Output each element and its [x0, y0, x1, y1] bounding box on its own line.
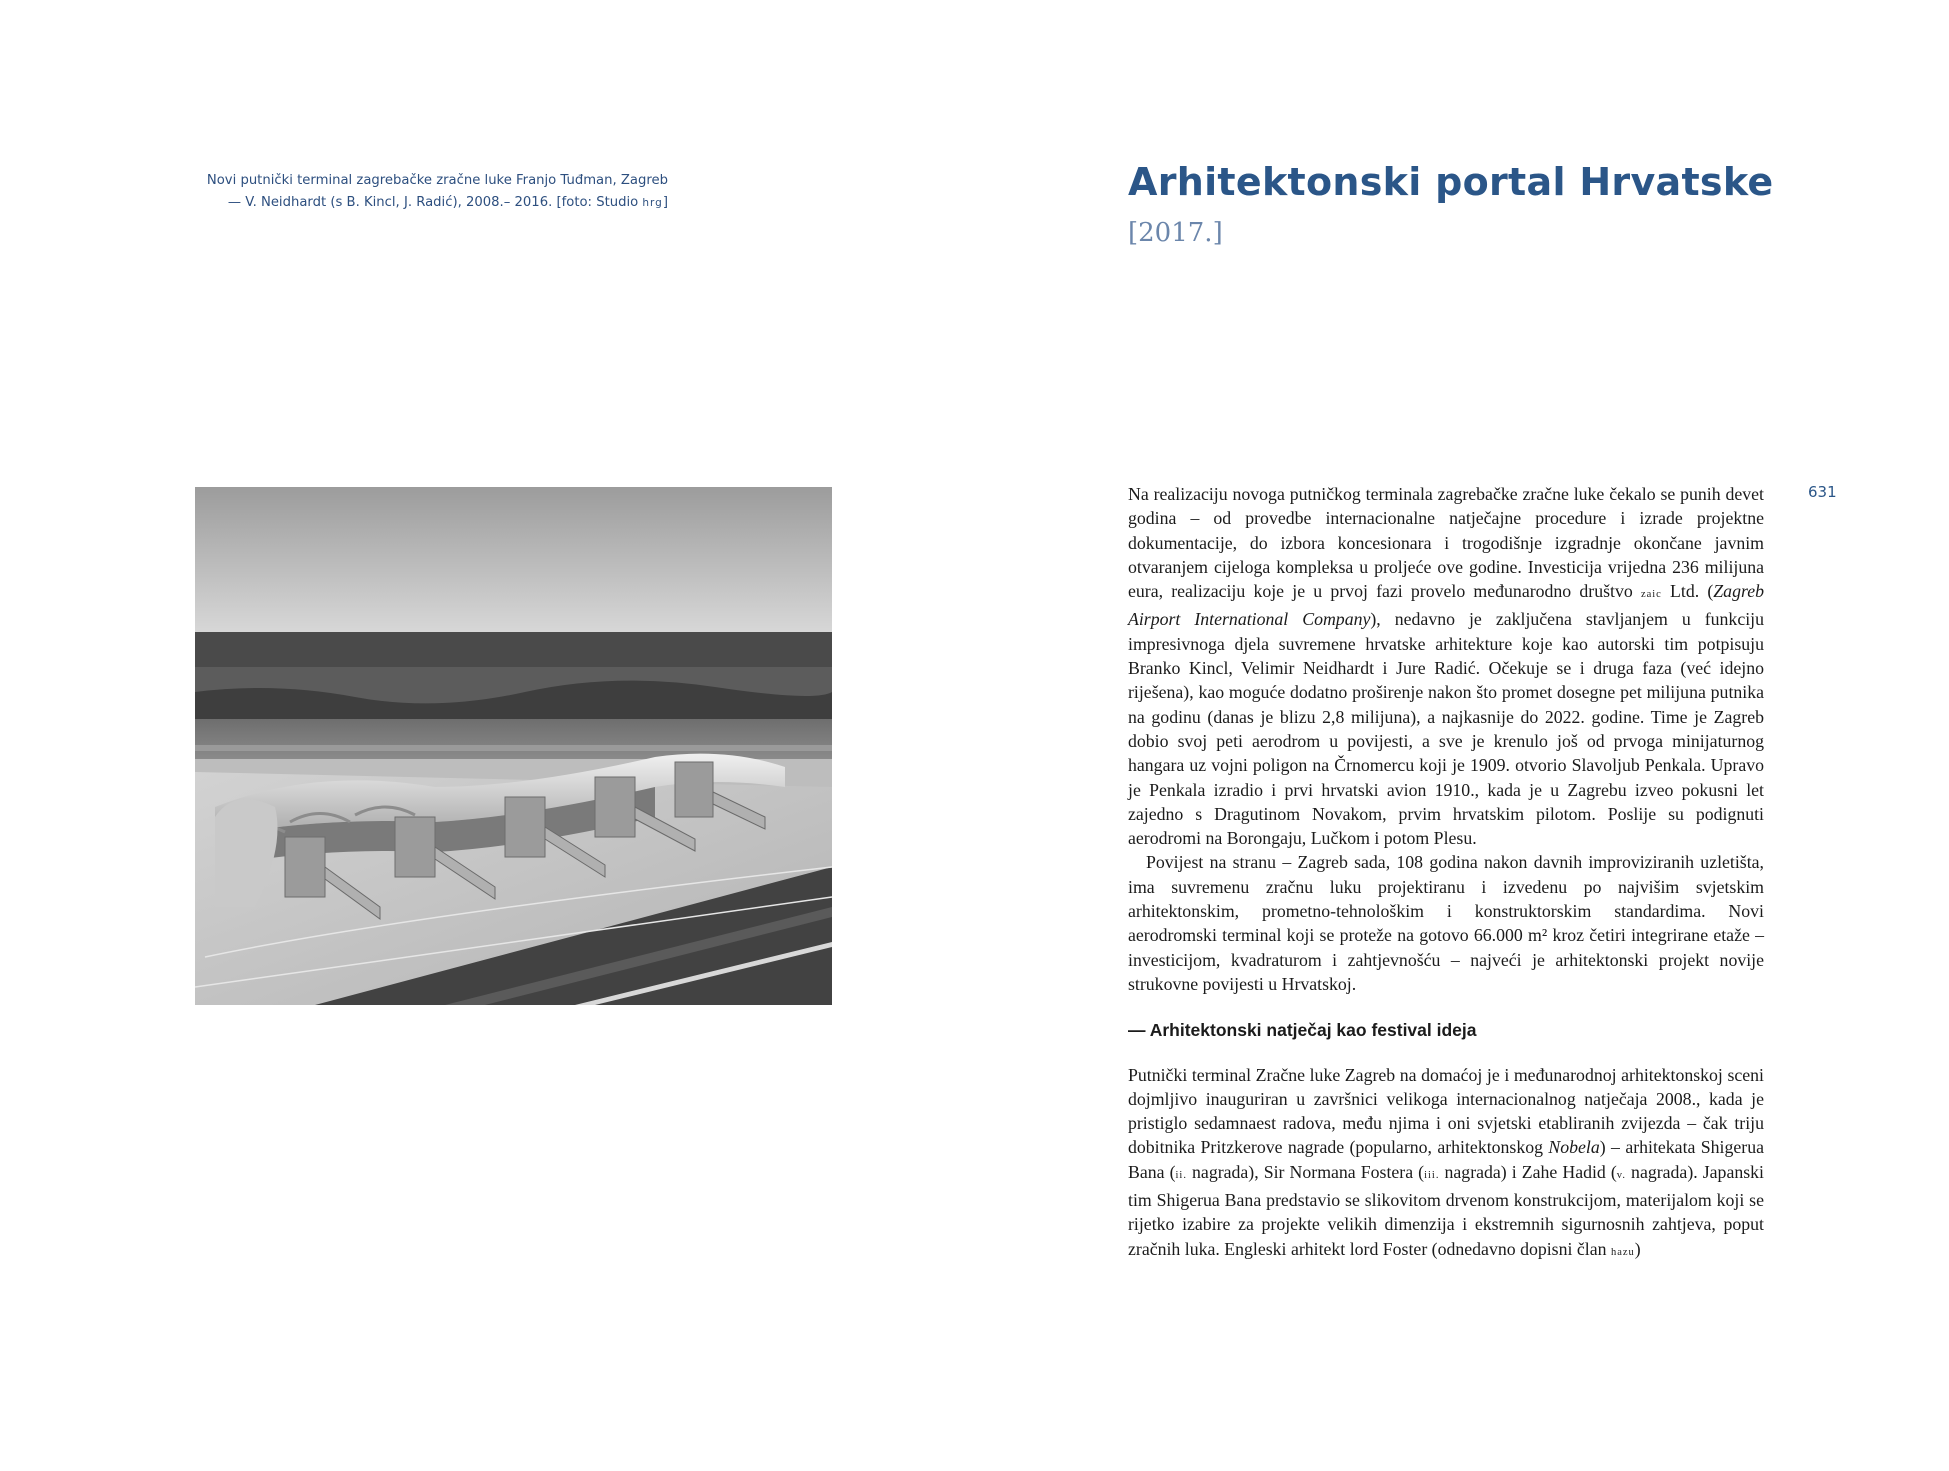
article-body	[1128, 482, 1764, 1265]
p3-text-f: )	[1634, 1238, 1641, 1259]
paragraph-1	[1128, 482, 1764, 850]
p3-text-b: ) – arhitekata Shigerua Bana (	[1128, 1137, 1764, 1182]
article-title: Arhitektonski portal Hrvatske	[1128, 160, 1774, 204]
section-subheading: — Arhitektonski natječaj kao festival ideja	[1128, 1020, 1477, 1041]
p3-award-3: iii.	[1424, 1169, 1440, 1181]
p3-text-e: nagrada). Japanski tim Shigerua Bana predstavio se slikovitom drvenom konstrukcijom, materijalom koji se rijetko izabire za projekte velikih dimenzija i ekstremnih sigurnosnih zahtjeva, poput zračnih luka. Engleski arhitekt lord Foster (odnedavno dopisni član	[1128, 1161, 1764, 1259]
caption-studio-abbr: hrg	[642, 197, 663, 209]
p1-text-b: Ltd. (	[1661, 581, 1714, 602]
p3-hazu-abbr: hazu	[1610, 1246, 1635, 1258]
p3-text-d: nagrada) i Zahe Hadid (	[1439, 1161, 1617, 1182]
caption-line-2	[188, 192, 668, 214]
airport-terminal-photo	[195, 487, 832, 1005]
article-year: [2017.]	[1128, 218, 1223, 248]
p3-award-5: v.	[1616, 1169, 1626, 1181]
p3-text-c: nagrada), Sir Normana Fostera (	[1186, 1161, 1425, 1182]
p3-nobel-emphasis: Nobela	[1548, 1137, 1600, 1158]
caption-line-1: Novi putnički terminal zagrebačke zračne luke Franjo Tuđman, Zagreb	[206, 173, 668, 188]
figure-caption	[188, 170, 668, 214]
p1-text-c: ), nedavno je zaključena stavljanjem u funkciju impresivnoga djela suvremene hrvatske arhitekture koje kao autorski tim potpisuju Branko Kincl, Velimir Neidhardt i Jure Radić. Očekuje se i druga faza (već idejno riješena), kao moguće dodatno proširenje nakon što promet dosegne pet milijuna putnika na godinu (danas je blizu 2,8 milijuna), a najkasnije do 2022. godine. Time je Zagreb dobio svoj peti aerodrom u povijesti, a sve je krenulo još od prvoga minijaturnog hangara uz vojni poligon na Črnomercu koji je 1909. otvorio Slavoljub Penkala. Upravo je Penkala izradio i prvi hrvatski avion 1910., kada je u Zagrebu izveo pokusni let zajedno s Dragutinom Novakom, prvim hrvatskim pilotom. Poslije su podignuti aerodromi na Borongaju, Lučkom i potom Plesu.	[1128, 609, 1764, 849]
p3-award-2: ii.	[1175, 1169, 1187, 1181]
caption-credit: — V. Neidhardt (s B. Kincl, J. Radić), 2008.– 2016. [foto: Studio	[227, 195, 643, 210]
paragraph-2: Povijest na stranu – Zagreb sada, 108 godina nakon davnih improviziranih uzletišta, ima suvremenu zračnu luku projektiranu i izvedenu po najvišim svjetskim arhitektonskim, prometno-tehnološkim i konstruktorskim standardima. Novi aerodromski terminal koji se proteže na gotovo 66.000 m² kroz četiri integrirane etaže – investicijom, kvadraturom i zahtjevnošću – najveći je arhitektonski projekt novije strukovne povijesti u Hrvatskoj.	[1128, 852, 1764, 994]
airport-photo-illustration	[195, 487, 832, 1005]
p1-text-a: Na realizaciju novoga putničkog terminala zagrebačke zračne luke čekalo se punih devet godina – od provedbe internacionalne natječajne procedure i izrade projektne dokumentacije, do izbora koncesionara i trogodišnje izgradnje okončane javnim otvaranjem cijeloga kompleksa u proljeće ove godine. Investicija vrijedna 236 milijuna eura, realizaciju koje je u prvoj fazi provelo međunarodno društvo	[1128, 484, 1764, 602]
paragraph-3	[1128, 1063, 1764, 1265]
p3-text-a: Putnički terminal Zračne luke Zagreb na domaćoj je i međunarodnoj arhitektonskoj sceni dojmljivo inauguriran u završnici velikoga internacionalnog natječaja 2008., kada je pristiglo sedamnaest radova, među njima i oni svjetski etabliranih zvijezda – čak triju dobitnika Pritzkerove nagrade (popularno, arhitektonskog	[1128, 1064, 1764, 1158]
page-number: 631	[1808, 483, 1837, 501]
p1-zaic-abbr: zaic	[1640, 589, 1662, 601]
caption-bracket: ]	[662, 195, 668, 210]
p1-company-name: Zagreb Airport International Company	[1128, 581, 1765, 630]
